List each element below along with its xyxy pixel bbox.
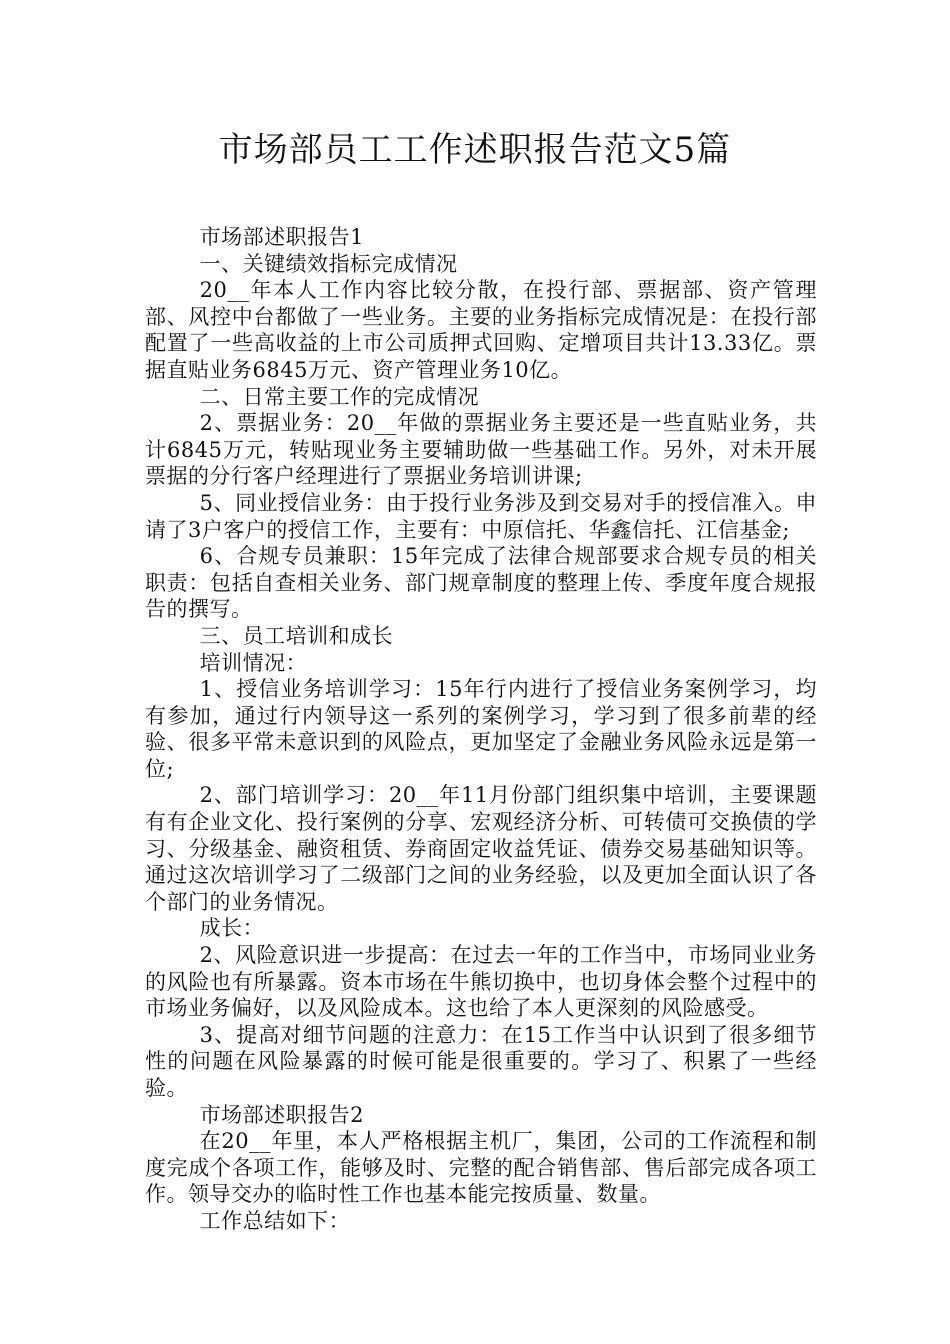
section-heading-kpi: 一、关键绩效指标完成情况 xyxy=(199,251,458,276)
paragraph-bill-business: 2、票据业务：20__年做的票据业务主要还是一些直贴业务，共计6845万元，转贴现业务主要辅助做一些基础工作。另外，对未开展票据的分行客户经理进行了票据业务培训讲课; xyxy=(145,411,817,489)
paragraph-risk-awareness: 2、风险意识进一步提高：在过去一年的工作当中，市场同业业务的风险也有所暴露。资本市场在牛熊切换中，也切身体会整个过程中的市场业务偏好，以及风险成本。这也给了本人更深刻的风险感受。 xyxy=(145,943,817,1021)
paragraph-kpi: 20__年本人工作内容比较分散，在投行部、票据部、资产管理部、风控中台都做了一些业务。主要的业务指标完成情况是：在投行部配置了一些高收益的上市公司质押式回购、定增项目共计13.33亿。票据直贴业务6845万元、资产管理业务10亿。 xyxy=(145,278,817,382)
section-heading-daily-work: 二、日常主要工作的完成情况 xyxy=(199,384,480,409)
section-heading-training: 三、员工培训和成长 xyxy=(199,623,394,648)
document-title: 市场部员工工作述职报告范文5篇 xyxy=(218,130,732,170)
subheading-training-status: 培训情况： xyxy=(199,650,308,675)
paragraph-department-training: 2、部门培训学习：20__年11月份部门组织集中培训，主要课题有有企业文化、投行案例的分享、宏观经济分析、可转债可交换债的学习、分级基金、融资租赁、券商固定收益凭证、债券交易基础知识等。通过这次培训学习了二级部门之间的业务经验，以及更加全面认识了各个部门的业务情况。 xyxy=(145,783,817,914)
paragraph-report-2-intro: 在20__年里，本人严格根据主机厂，集团，公司的工作流程和制度完成个各项工作，能够及时、完整的配合销售部、售后部完成各项工作。领导交办的临时性工作也基本能完按质量、数量。 xyxy=(145,1129,817,1207)
paragraph-compliance: 6、合规专员兼职：15年完成了法律合规部要求合规专员的相关职责：包括自查相关业务、部门规章制度的整理上传、季度年度合规报告的撰写。 xyxy=(145,544,817,622)
paragraph-detail-attention: 3、提高对细节问题的注意力：在15工作当中认识到了很多细节性的问题在风险暴露的时候可能是很重要的。学习了、积累了一些经验。 xyxy=(145,1022,817,1100)
paragraph-interbank-credit: 5、同业授信业务：由于投行业务涉及到交易对手的授信准入。申请了3户客户的授信工作，主要有：中原信托、华鑫信托、江信基金; xyxy=(145,490,817,542)
report-heading-2: 市场部述职报告2 xyxy=(199,1102,364,1127)
report-heading-1: 市场部述职报告1 xyxy=(199,225,364,249)
subheading-growth: 成长： xyxy=(199,916,265,941)
paragraph-credit-training: 1、授信业务培训学习：15年行内进行了授信业务案例学习，均有参加，通过行内领导这一系列的案例学习，学习到了很多前辈的经验、很多平常未意识到的风险点，更加坚定了金融业务风险永远是第一位; xyxy=(145,677,817,781)
document-body xyxy=(145,224,817,1235)
paragraph-summary-lead: 工作总结如下： xyxy=(199,1208,351,1233)
